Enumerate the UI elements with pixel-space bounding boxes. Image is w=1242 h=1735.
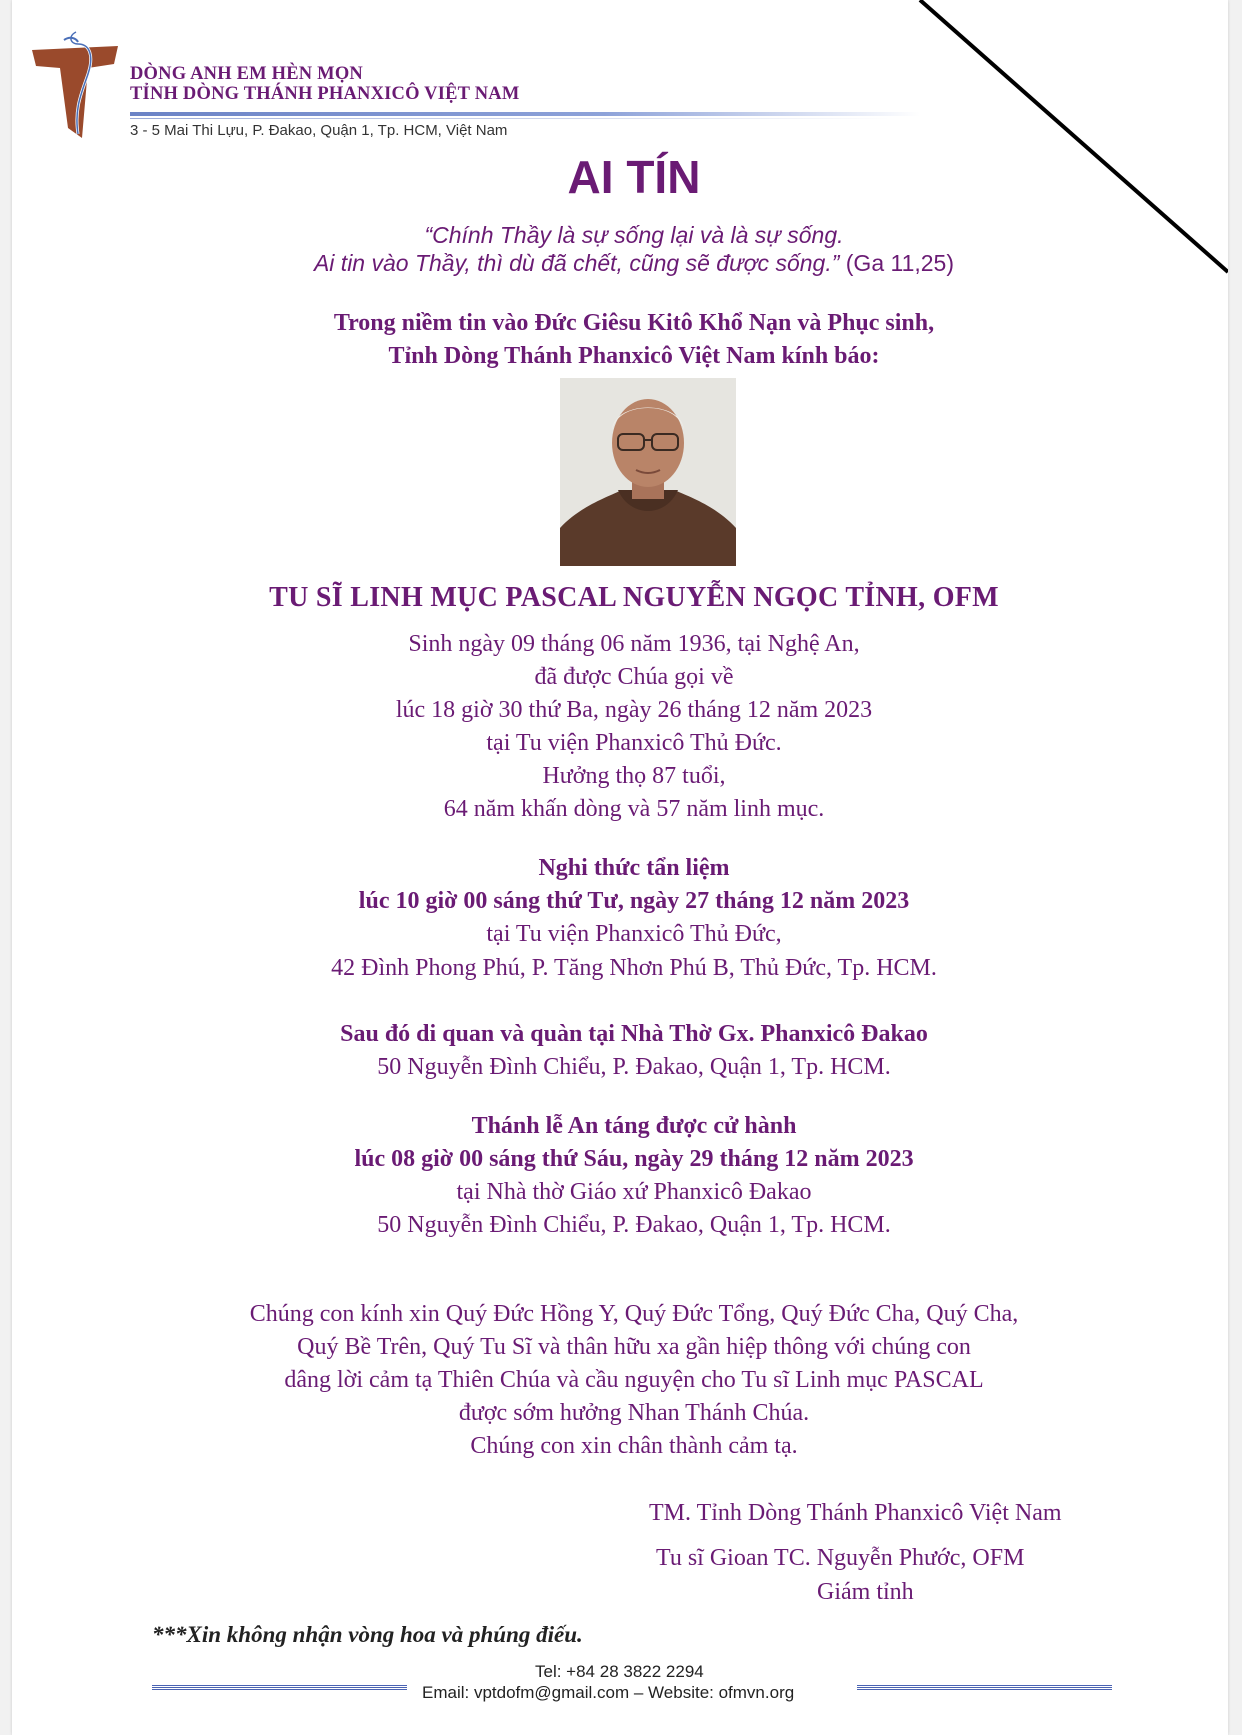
- signature-role: Giám tỉnh: [817, 1579, 914, 1605]
- request-line: dâng lời cảm tạ Thiên Chúa và cầu nguyện cho Tu sĩ Linh mục PASCAL: [284, 1367, 984, 1393]
- deceased-name: TU SĨ LINH MỤC PASCAL NGUYỄN NGỌC TỈNH, OFM: [269, 582, 999, 613]
- header-rule-thin: [130, 118, 890, 119]
- deceased-info-line: Sinh ngày 09 tháng 06 năm 1936, tại Nghệ An,: [408, 631, 860, 657]
- encoffining-address: 42 Đình Phong Phú, P. Tăng Nhơn Phú B, Thủ Đức, Tp. HCM.: [331, 955, 937, 981]
- funeral-mass-time: lúc 08 giờ 00 sáng thứ Sáu, ngày 29 tháng 12 năm 2023: [354, 1146, 914, 1172]
- scripture-quote-text: Ai tin vào Thầy, thì dù đã chết, cũng sẽ được sống.”: [313, 250, 840, 276]
- org-name-line1: DÒNG ANH EM HÈN MỌN: [130, 64, 363, 84]
- footer-rule-left: [152, 1685, 407, 1690]
- deceased-info-line: 64 năm khấn dòng và 57 năm linh mục.: [443, 796, 825, 822]
- scripture-quote-line2: [12, 250, 1228, 277]
- encoffining-place: tại Tu viện Phanxicô Thủ Đức,: [486, 921, 782, 947]
- page-title: AI TÍN: [567, 151, 701, 203]
- encoffining-time: lúc 10 giờ 00 sáng thứ Tư, ngày 27 tháng 12 năm 2023: [358, 888, 910, 914]
- franciscan-logo-icon: [30, 30, 120, 142]
- funeral-mass-place: tại Nhà thờ Giáo xứ Phanxicô Đakao: [456, 1179, 812, 1205]
- deceased-info-line: Hưởng thọ 87 tuổi,: [542, 763, 726, 789]
- obituary-page: [12, 0, 1228, 1735]
- deceased-info-line: đã được Chúa gọi về: [534, 664, 734, 690]
- signature-on-behalf: TM. Tỉnh Dòng Thánh Phanxicô Việt Nam: [649, 1500, 1062, 1526]
- deceased-info-line: tại Tu viện Phanxicô Thủ Đức.: [486, 730, 782, 756]
- intro-line2: Tỉnh Dòng Thánh Phanxicô Việt Nam kính báo:: [388, 343, 880, 369]
- signature-name: Tu sĩ Gioan TC. Nguyễn Phước, OFM: [656, 1545, 1025, 1571]
- org-address: 3 - 5 Mai Thi Lựu, P. Đakao, Quận 1, Tp. HCM, Việt Nam: [130, 122, 508, 139]
- scripture-reference: (Ga 11,25): [839, 250, 955, 276]
- procession-heading: Sau đó di quan và quàn tại Nhà Thờ Gx. Phanxicô Đakao: [340, 1021, 928, 1047]
- procession-address: 50 Nguyễn Đình Chiểu, P. Đakao, Quận 1, Tp. HCM.: [377, 1054, 891, 1080]
- deceased-info-line: lúc 18 giờ 30 thứ Ba, ngày 26 tháng 12 năm 2023: [395, 697, 873, 723]
- footer-contact: Email: vptdofm@gmail.com – Website: ofmvn.org: [422, 1683, 795, 1702]
- funeral-mass-heading: Thánh lễ An táng được cử hành: [471, 1113, 797, 1139]
- encoffining-heading: Nghi thức tẩn liệm: [538, 855, 730, 881]
- footer-rule-right: [857, 1685, 1112, 1690]
- intro-line1: Trong niềm tin vào Đức Giêsu Kitô Khổ Nạn và Phục sinh,: [333, 310, 935, 336]
- no-wreaths-note: ***Xin không nhận vòng hoa và phúng điếu.: [152, 1622, 583, 1647]
- scripture-quote-line1: “Chính Thầy là sự sống lại và là sự sống.: [424, 222, 844, 248]
- request-line: Chúng con xin chân thành cảm tạ.: [470, 1433, 798, 1459]
- request-line: Quý Bề Trên, Quý Tu Sĩ và thân hữu xa gần hiệp thông với chúng con: [297, 1334, 971, 1360]
- deceased-portrait-photo: [560, 378, 736, 566]
- funeral-mass-address: 50 Nguyễn Đình Chiểu, P. Đakao, Quận 1, Tp. HCM.: [377, 1212, 891, 1238]
- header-rule: [130, 112, 920, 116]
- request-line: được sớm hưởng Nhan Thánh Chúa.: [458, 1400, 810, 1426]
- org-name-line2: TỈNH DÒNG THÁNH PHANXICÔ VIỆT NAM: [130, 84, 520, 104]
- footer-tel: Tel: +84 28 3822 2294: [535, 1662, 704, 1681]
- request-line: Chúng con kính xin Quý Đức Hồng Y, Quý Đức Tổng, Quý Đức Cha, Quý Cha,: [249, 1301, 1019, 1327]
